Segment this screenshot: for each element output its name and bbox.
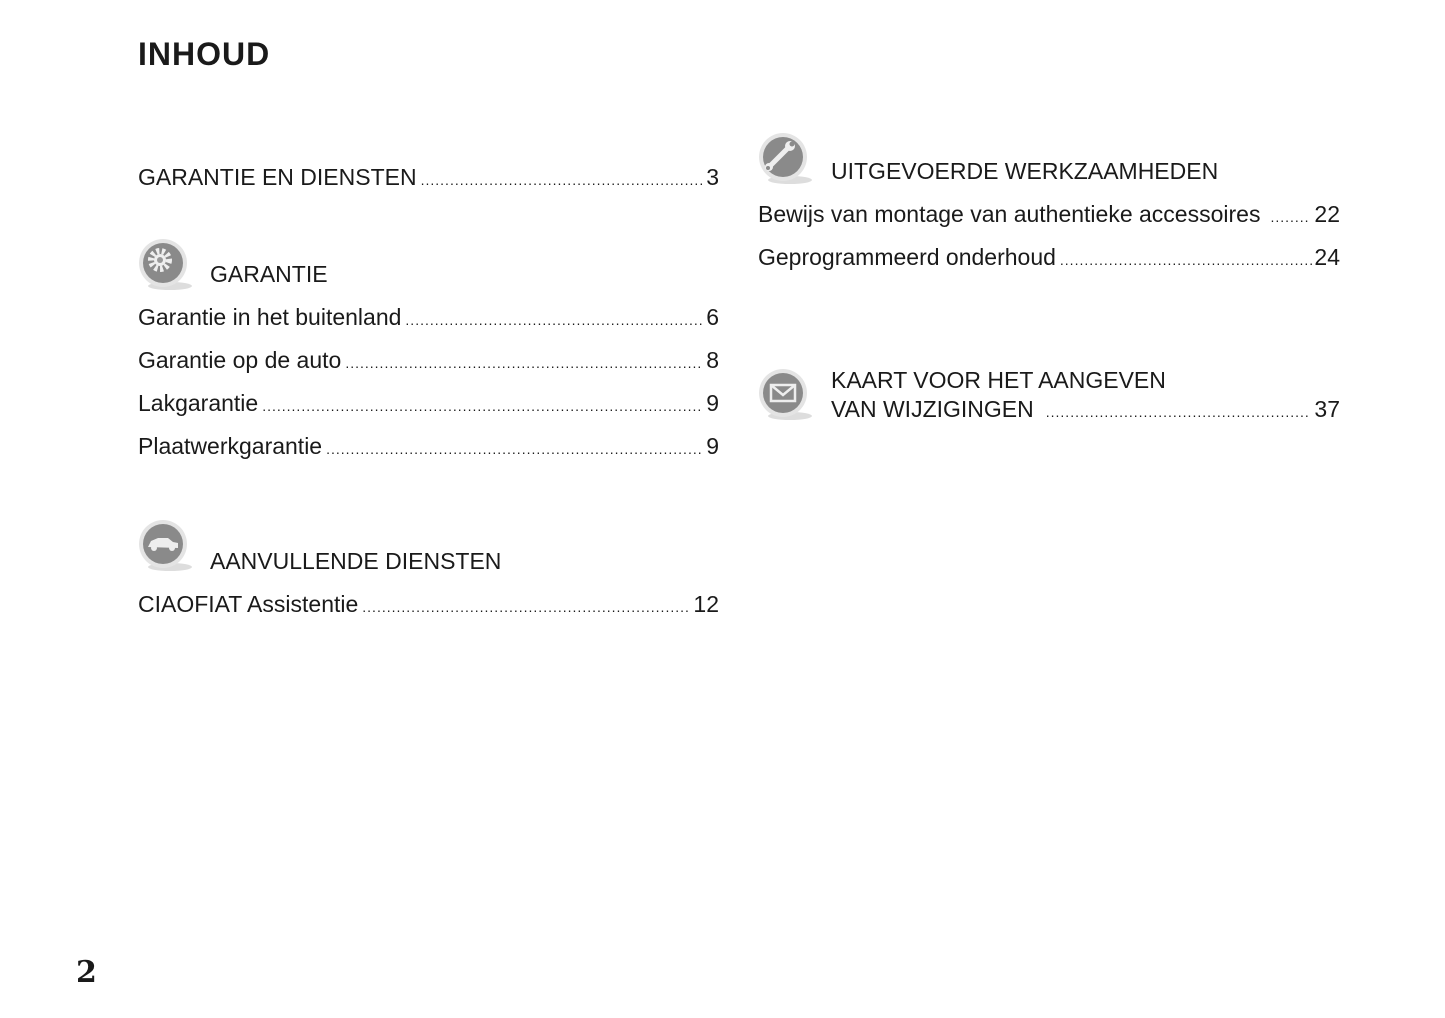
section-heading-aanvullende: AANVULLENDE DIENSTEN <box>210 548 502 574</box>
section-heading-kaart-line2: VAN WIJZIGINGEN <box>831 396 1034 422</box>
dot-leader <box>421 165 703 195</box>
section-heading-uitgevoerde: UITGEVOERDE WERKZAAMHEDEN <box>831 158 1219 184</box>
toc-entry[interactable] <box>138 345 719 375</box>
dot-leader <box>345 348 702 378</box>
dot-leader <box>405 305 702 335</box>
toc-entry-label: Bewijs van montage van authentieke accessoires <box>758 201 1261 227</box>
toc-entry-page: 3 <box>706 164 719 190</box>
toc-entry[interactable] <box>831 394 1340 424</box>
toc-entry[interactable] <box>138 589 719 619</box>
dot-leader <box>362 592 689 622</box>
section-heading-garantie: GARANTIE <box>210 261 328 287</box>
car-icon <box>136 517 194 575</box>
dot-leader <box>1046 397 1311 427</box>
toc-entry-label: CIAOFIAT Assistentie <box>138 591 359 617</box>
gear-icon <box>136 236 194 294</box>
dot-leader <box>1060 245 1315 275</box>
toc-entry[interactable] <box>138 162 719 192</box>
toc-entry-page: 24 <box>1314 244 1340 270</box>
toc-entry-label: Garantie in het buitenland <box>138 304 402 330</box>
toc-entry-label: Plaatwerkgarantie <box>138 433 323 459</box>
page-title: INHOUD <box>138 36 271 72</box>
toc-entry-label: Garantie op de auto <box>138 347 342 373</box>
toc-entry[interactable] <box>758 199 1340 229</box>
toc-entry-page: 9 <box>706 433 719 459</box>
toc-entry-page: 12 <box>693 591 719 617</box>
envelope-icon <box>756 366 814 424</box>
toc-entry-page: 9 <box>706 390 719 416</box>
toc-entry-page: 8 <box>706 347 719 373</box>
toc-entry-label: Geprogrammeerd onderhoud <box>758 244 1056 270</box>
toc-entry-label: GARANTIE EN DIENSTEN <box>138 164 417 190</box>
toc-entry[interactable] <box>138 431 719 461</box>
wrench-icon <box>756 130 814 188</box>
toc-entry[interactable] <box>138 302 719 332</box>
dot-leader <box>326 434 702 464</box>
toc-entry-page: 6 <box>706 304 719 330</box>
dot-leader <box>262 391 702 421</box>
page-number: 2 <box>76 955 97 990</box>
toc-entry-page: 37 <box>1314 396 1340 422</box>
toc-entry[interactable] <box>758 242 1340 272</box>
section-heading-kaart-line1: KAART VOOR HET AANGEVEN <box>831 367 1166 393</box>
dot-leader <box>1270 202 1310 232</box>
toc-entry-label: Lakgarantie <box>138 390 259 416</box>
toc-entry-page: 22 <box>1314 201 1340 227</box>
toc-entry[interactable] <box>138 388 719 418</box>
